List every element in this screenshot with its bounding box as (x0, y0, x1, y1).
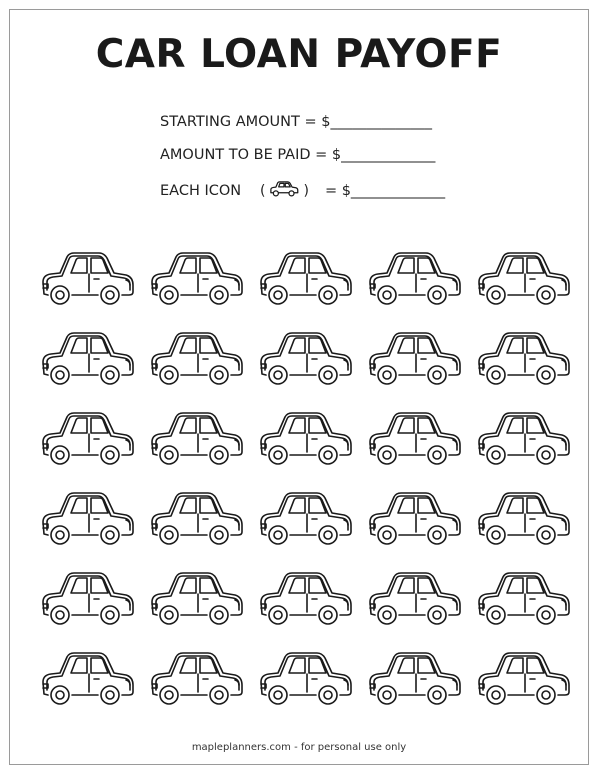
open-paren: ( (260, 183, 266, 199)
car-icon[interactable] (468, 638, 577, 718)
car-icon[interactable] (141, 638, 250, 718)
amount-fields (160, 114, 500, 213)
car-row (32, 238, 588, 318)
car-row (32, 558, 588, 638)
close-paren: ) (303, 183, 309, 199)
car-icon[interactable] (250, 238, 359, 318)
car-icon[interactable] (32, 558, 141, 638)
each-icon-row (160, 180, 500, 213)
car-row (32, 638, 588, 718)
car-icon[interactable] (141, 558, 250, 638)
amount-to-be-paid-row (160, 147, 500, 180)
each-icon-blank[interactable]: = $_____________ (324, 183, 446, 199)
car-icon[interactable] (359, 638, 468, 718)
starting-amount-blank[interactable]: = $______________ (304, 114, 432, 130)
car-icon[interactable] (141, 238, 250, 318)
car-icon[interactable] (32, 318, 141, 398)
car-icon[interactable] (359, 398, 468, 478)
car-icon[interactable] (468, 238, 577, 318)
car-icon[interactable] (141, 318, 250, 398)
page-title: CAR LOAN PAYOFF (95, 32, 503, 77)
car-icon[interactable] (359, 478, 468, 558)
car-icon[interactable] (250, 638, 359, 718)
car-row (32, 318, 588, 398)
car-icon[interactable] (359, 238, 468, 318)
worksheet-page (9, 9, 589, 765)
car-icon[interactable] (468, 318, 577, 398)
car-icon[interactable] (141, 398, 250, 478)
car-icon[interactable] (32, 478, 141, 558)
car-icon[interactable] (468, 478, 577, 558)
starting-amount-row (160, 114, 500, 147)
amount-to-be-paid-blank[interactable]: = $_____________ (315, 147, 436, 163)
car-icon-grid (32, 238, 588, 718)
car-icon[interactable] (250, 558, 359, 638)
car-icon[interactable] (468, 398, 577, 478)
car-icon[interactable] (250, 478, 359, 558)
car-icon[interactable] (250, 318, 359, 398)
car-row (32, 478, 588, 558)
amount-to-be-paid-label: AMOUNT TO BE PAID (160, 147, 311, 163)
car-icon[interactable] (359, 318, 468, 398)
car-icon[interactable] (468, 558, 577, 638)
car-icon[interactable] (32, 638, 141, 718)
starting-amount-label: STARTING AMOUNT (160, 114, 300, 130)
car-icon[interactable] (250, 398, 359, 478)
car-icon[interactable] (32, 398, 141, 478)
each-icon-label: EACH ICON (160, 183, 242, 199)
car-icon[interactable] (32, 238, 141, 318)
car-icon[interactable] (359, 558, 468, 638)
car-row (32, 398, 588, 478)
car-icon (269, 180, 299, 202)
car-icon[interactable] (141, 478, 250, 558)
footer-credit: mapleplanners.com - for personal use only (191, 742, 407, 753)
